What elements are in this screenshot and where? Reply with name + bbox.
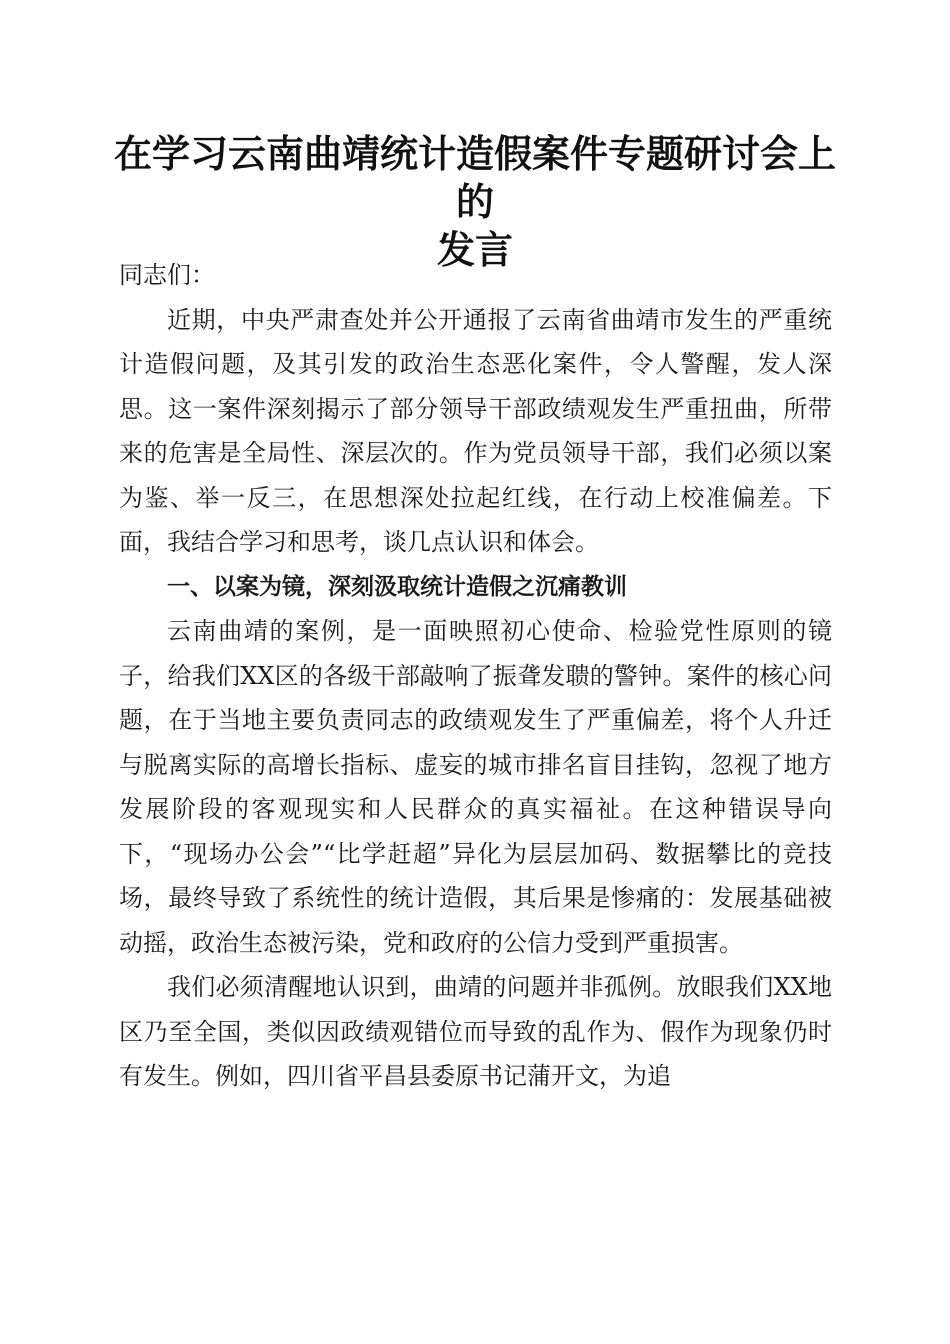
paragraph-section1-b: 我们必须清醒地认识到，曲靖的问题并非孤例。放眼我们XX地区乃至全国，类似因政绩观错位而导致的乱作为、假作为现象仍时有发生。例如，四川省平昌县委原书记蒲开文，为追 [119, 973, 832, 1090]
paragraph-intro: 近期，中央严肃查处并公开通报了云南省曲靖市发生的严重统计造假问题，及其引发的政治生态恶化案件，令人警醒，发人深思。这一案件深刻揭示了部分领导干部政绩观发生严重扭曲，所带来的危害是全局性、深层次的。作为党员领导干部，我们必须以案为鉴、举一反三，在思想深处拉起红线，在行动上校准偏差。下面，我结合学习和思考，谈几点认识和体会。 [119, 305, 832, 556]
document-body [119, 253, 832, 1099]
title-line-2: 发言 [436, 227, 513, 272]
salutation: 同志们： [119, 261, 215, 289]
paragraph-section1-a: 云南曲靖的案例，是一面映照初心使命、检验党性原则的镜子，给我们XX区的各级干部敲响了振聋发聩的警钟。案件的核心问题，在于当地主要负责同志的政绩观发生了严重偏差，将个人升迁与脱离实际的高增长指标、虚妄的城市排名盲目挂钩，忽视了地方发展阶段的客观现实和人民群众的真实福祉。在这种错误导向下，“现场办公会”“比学赶超”异化为层层加码、数据攀比的竞技场，最终导致了系统性的统计造假，其后果是惨痛的：发展基础被动摇，政治生态被污染，党和政府的公信力受到严重损害。 [119, 617, 832, 957]
title-line-1: 在学习云南曲靖统计造假案件专题研讨会上的 [113, 131, 836, 224]
section-heading-1: 一、以案为镜，深刻汲取统计造假之沉痛教训 [167, 573, 627, 600]
